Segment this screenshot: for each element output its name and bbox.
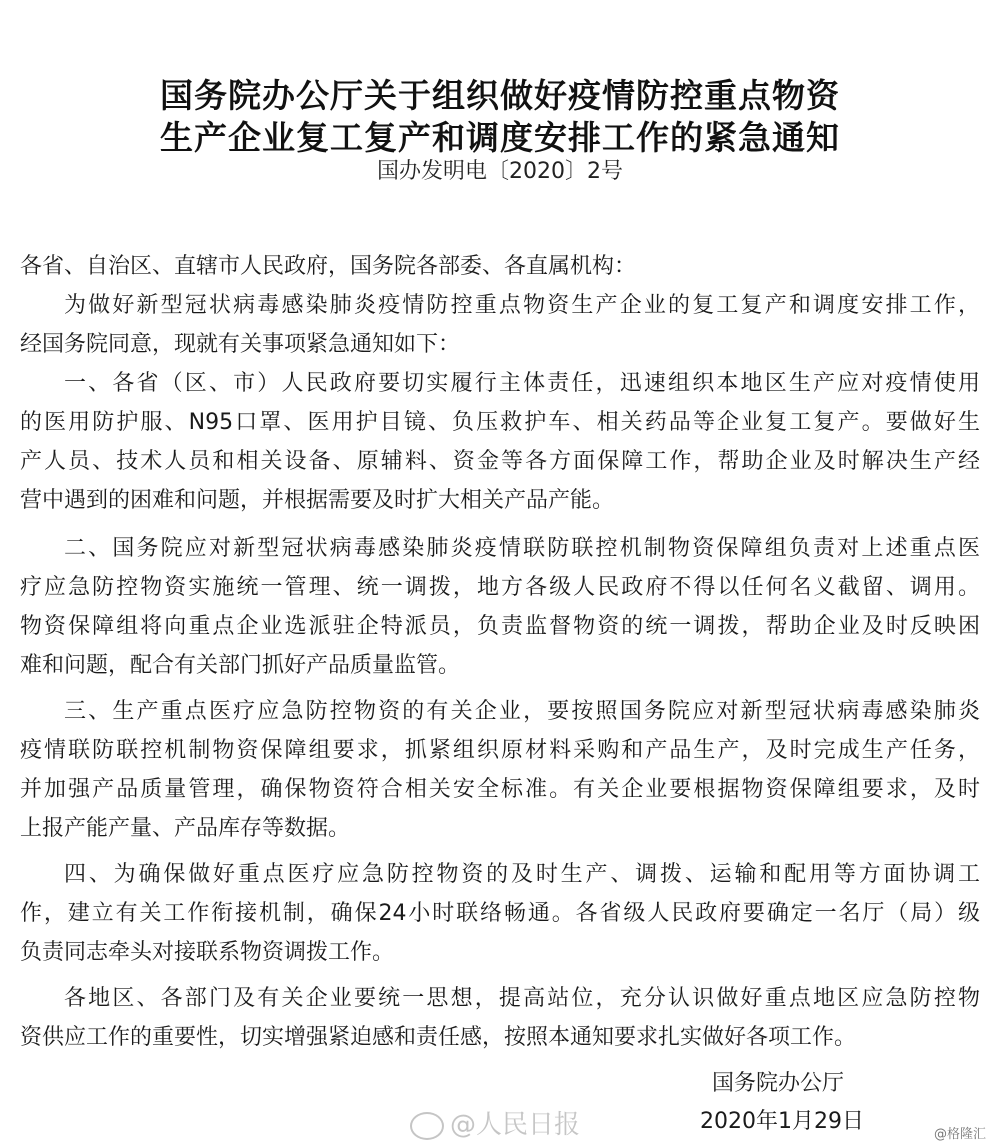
body-line: 三、生产重点医疗应急防控物资的有关企业，要按照国务院应对新型冠状病毒感染肺炎 bbox=[64, 699, 980, 724]
body-line: 并加强产品质量管理，确保物资符合相关安全标准。有关企业要根据物资保障组要求，及时 bbox=[20, 777, 980, 802]
body-line: 负责同志牵头对接联系物资调拨工作。 bbox=[20, 940, 395, 965]
signature-org: 国务院办公厅 bbox=[712, 1071, 845, 1096]
body-line: 二、国务院应对新型冠状病毒感染肺炎疫情联防联控机制物资保障组负责对上述重点医 bbox=[64, 536, 980, 561]
document-title-line-1: 国务院办公厅关于组织做好疫情防控重点物资 bbox=[160, 76, 840, 115]
weibo-icon bbox=[410, 1112, 444, 1140]
body-line: 四、为确保做好重点医疗应急防控物资的及时生产、调拨、运输和配用等方面协调工 bbox=[64, 862, 980, 887]
watermark-text: @人民日报 bbox=[450, 1110, 581, 1140]
addressee-line: 各省、自治区、直辖市人民政府，国务院各部委、各直属机构： bbox=[20, 254, 637, 279]
body-line: 经国务院同意，现就有关事项紧急通知如下： bbox=[20, 332, 461, 357]
body-line: 疫情联防联控机制物资保障组要求，抓紧组织原材料采购和产品生产，及时完成生产任务， bbox=[20, 738, 980, 763]
body-line: 作，建立有关工作衔接机制，确保24小时联络畅通。各省级人民政府要确定一名厅（局）级 bbox=[20, 901, 980, 926]
document-title-line-2: 生产企业复工复产和调度安排工作的紧急通知 bbox=[160, 118, 840, 157]
body-line: 的医用防护服、N95口罩、医用护目镜、负压救护车、相关药品等企业复工复产。要做好生 bbox=[20, 410, 980, 435]
weibo-watermark bbox=[410, 1104, 580, 1141]
body-line: 为做好新型冠状病毒感染肺炎疫情防控重点物资生产企业的复工复产和调度安排工作， bbox=[64, 293, 980, 318]
body-line: 各地区、各部门及有关企业要统一思想，提高站位，充分认识做好重点地区应急防控物 bbox=[64, 986, 980, 1011]
signature-date: 2020年1月29日 bbox=[700, 1109, 864, 1134]
document-number: 国办发明电〔2020〕2号 bbox=[377, 159, 623, 184]
body-line: 营中遇到的困难和问题，并根据需要及时扩大相关产品产能。 bbox=[20, 488, 615, 513]
body-line: 产人员、技术人员和相关设备、原辅料、资金等各方面保障工作，帮助企业及时解决生产经 bbox=[20, 449, 980, 474]
body-line: 物资保障组将向重点企业选派驻企特派员，负责监督物资的统一调拨，帮助企业及时反映困 bbox=[20, 614, 980, 639]
source-credit: @格隆汇 bbox=[933, 1127, 986, 1142]
body-line: 一、各省（区、市）人民政府要切实履行主体责任，迅速组织本地区生产应对疫情使用 bbox=[64, 371, 980, 396]
body-line: 资供应工作的重要性，切实增强紧迫感和责任感，按照本通知要求扎实做好各项工作。 bbox=[20, 1025, 857, 1050]
body-line: 疗应急防控物资实施统一管理、统一调拨，地方各级人民政府不得以任何名义截留、调用。 bbox=[20, 575, 980, 600]
body-line: 难和问题，配合有关部门抓好产品质量监管。 bbox=[20, 653, 461, 678]
body-line: 上报产能产量、产品库存等数据。 bbox=[20, 816, 351, 841]
